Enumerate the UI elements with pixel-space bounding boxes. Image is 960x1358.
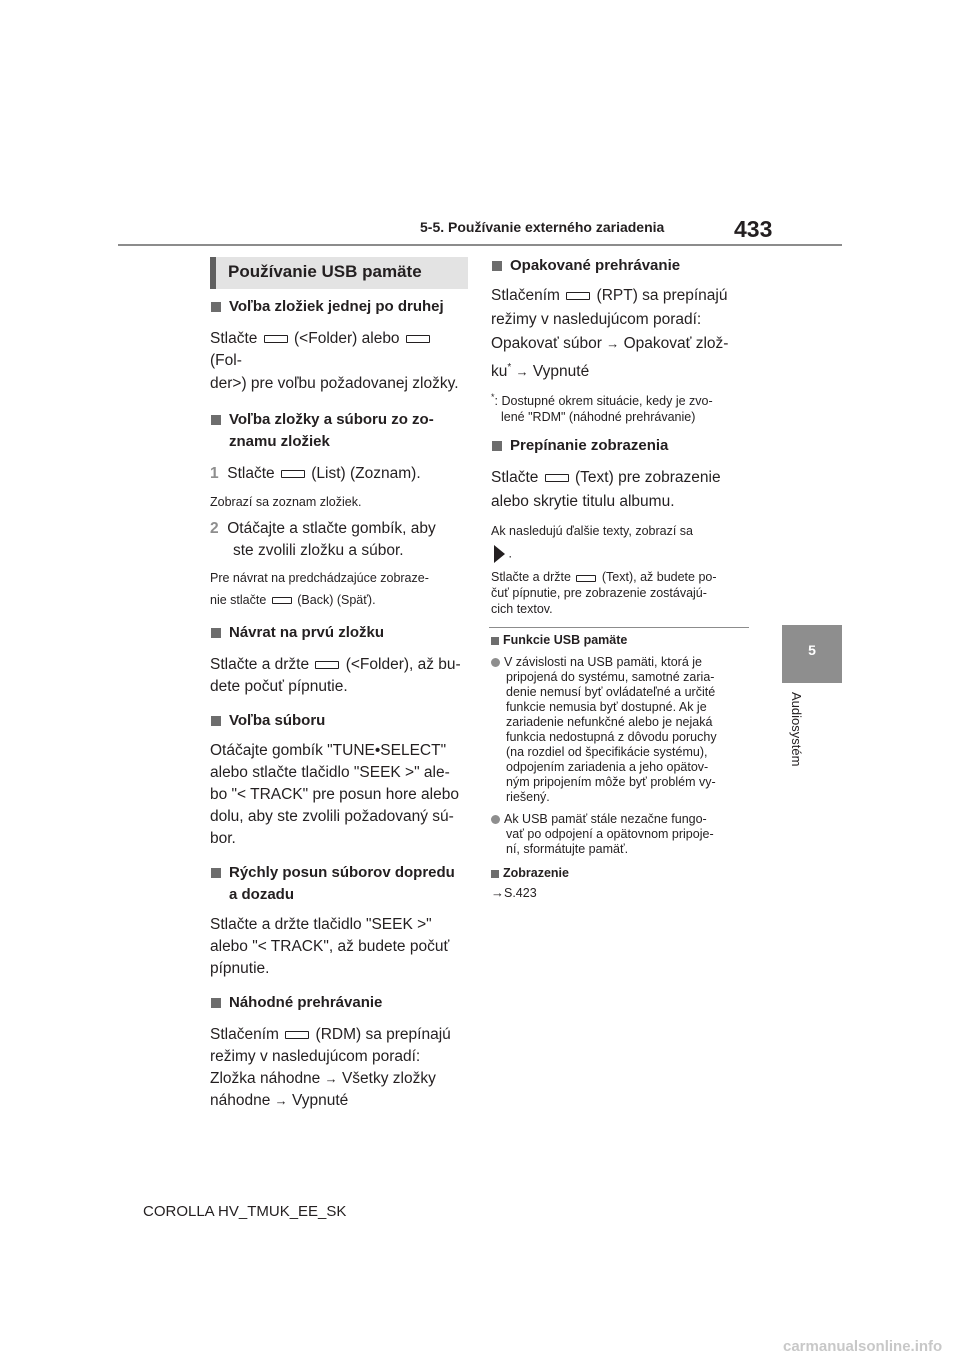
paragraph: Stlačte (<Folder) alebo (Fol-	[210, 328, 468, 372]
chapter-tab[interactable]	[782, 625, 842, 683]
square-bullet-icon	[211, 415, 221, 425]
round-bullet-icon	[491, 815, 500, 824]
square-bullet-icon	[491, 637, 499, 645]
square-bullet-icon	[492, 441, 502, 451]
arrow-right-icon: →	[324, 1071, 338, 1086]
arrow-right-icon: →	[515, 364, 529, 380]
square-bullet-icon	[492, 261, 502, 271]
page-reference[interactable]: →S.423	[491, 885, 537, 900]
section-title: 5-5. Používanie externého zariadenia	[420, 219, 665, 235]
header-divider	[118, 244, 842, 246]
footer-model: COROLLA HV_TMUK_EE_SK	[143, 1203, 347, 1220]
left-column: Voľba zložiek jednej po druhej Stlačte (<Folder) alebo (Fol- der>) pre voľbu požadovanej zložky. Voľba zložky a súboru zo zo- znamu zložiek 1 Stlačte (List) (Zoznam). Zobrazí sa zoznam zložiek. 2 Otáčajte a stlačte gombík, aby ste zvolili zložku a súbor. Pre návrat na predchádzajúce zobraze- nie stlačte (Back) (Späť). Návrat na prvú zložku Stlačte a držte (<Folder), až bu- dete počuť pípnutie. Voľba súboru Otáčajte gombík "TUNE•SELECT" alebo stlačte tlačidlo "SEEK >" ale- bo "< TRACK" pre posun hore alebo dolu, aby ste zvolili požadovaný sú- bor. Rýchly posun súborov dopredu a dozadu Stlačte a držte tlačidlo "SEEK >" alebo "< TRACK", až budete počuť pípnutie. Náhodné prehrávanie Stlačením (RDM) sa prepínajú režimy v nasledujúcom poradí: Zložka náhodne → Všetky zložky náhodne → Vypnuté	[210, 296, 468, 1112]
heading-folder-select: Voľba zložiek jednej po druhej	[210, 296, 468, 318]
heading-folder-list: Voľba zložky a súboru zo zo-	[210, 409, 468, 431]
button-icon	[545, 474, 569, 482]
round-bullet-icon	[491, 658, 500, 667]
heading-first-folder: Návrat na prvú zložku	[210, 622, 468, 644]
button-icon	[285, 1031, 309, 1039]
usb-functions-block: Funkcie USB pamäte V závislosti na USB pamäti, ktorá je pripojená do systému, samotné zaria- denie nemusí byť ovládateľné a určité funkcie nemusia byť dostupné. Ak je zariadenie nefunkčné alebo je nejaká funkcia nedostupná z dôvodu poruchy (na rozdiel od špecifikácie systému), odpojením zariadenia a jeho opätov- ným pripojením môže byť problém vy- riešený. Ak USB pamäť stále nezačne fungo- vať po odpojení a opätovnom pripoje- ní, sformátujte pamäť. Zobrazenie →S.423	[491, 632, 749, 901]
arrow-right-icon: →	[606, 336, 620, 351]
square-bullet-icon	[491, 870, 499, 878]
button-icon	[406, 335, 430, 343]
section-divider	[489, 627, 749, 628]
button-icon	[576, 575, 596, 582]
section-box-title: Používanie USB pamäte	[210, 257, 468, 289]
square-bullet-icon	[211, 628, 221, 638]
square-bullet-icon	[211, 868, 221, 878]
button-icon	[315, 661, 339, 669]
arrow-right-icon: →	[274, 1093, 288, 1108]
heading-random-play: Náhodné prehrávanie	[210, 992, 468, 1014]
button-icon	[272, 597, 292, 604]
button-icon	[566, 292, 590, 300]
footnote: *: Dostupné okrem situácie, kedy je zvo-	[491, 392, 713, 409]
watermark: carmanualsonline.info	[783, 1338, 943, 1355]
square-bullet-icon	[211, 716, 221, 726]
heading-repeat-play: Opakované prehrávanie	[491, 255, 749, 277]
step-1: 1 Stlačte (List) (Zoznam).	[210, 465, 421, 482]
chapter-number: 5	[808, 642, 816, 658]
chapter-label: Audiosystém	[789, 692, 804, 767]
heading-display-switch: Prepínanie zobrazenia	[491, 435, 749, 457]
page-number: 433	[734, 216, 773, 242]
button-icon	[264, 335, 288, 343]
heading-file-select: Voľba súboru	[210, 710, 468, 732]
arrow-right-icon: →	[491, 885, 504, 900]
next-arrow-icon	[494, 545, 505, 563]
square-bullet-icon	[211, 302, 221, 312]
square-bullet-icon	[211, 998, 221, 1008]
heading-fast-forward: Rýchly posun súborov dopredu	[210, 862, 468, 884]
right-column: Opakované prehrávanie Stlačením (RPT) sa prepínajú režimy v nasledujúcom poradí: Opakovať súbor → Opakovať zlož- ku* → Vypnuté *: Dostupné okrem situácie, kedy je zvo- lené "RDM" (náhodné prehrávanie) Prepínanie zobrazenia Stlačte (Text) pre zobrazenie alebo skrytie titulu albumu. Ak nasledujú ďalšie texty, zobrazí sa . Stlačte a držte (Text), až budete po- čuť pípnutie, pre zobrazenie zostávajú- cich textov.	[491, 255, 749, 617]
button-icon	[281, 470, 305, 478]
step-2: 2 Otáčajte a stlačte gombík, aby	[210, 520, 436, 537]
